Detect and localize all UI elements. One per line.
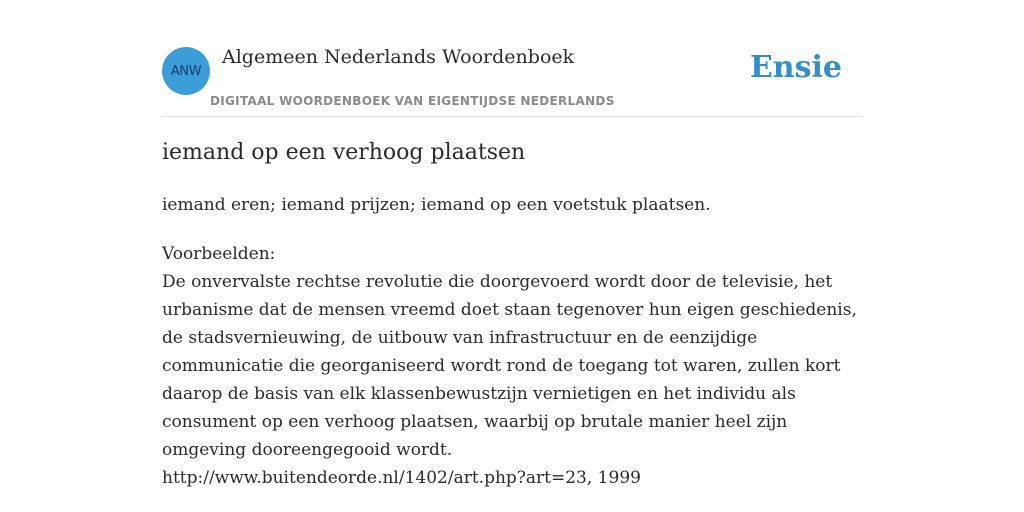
entry-definition: iemand eren; iemand prijzen; iemand op een voetstuk plaatsen.	[162, 195, 711, 215]
entry-term: iemand op een verhoog plaatsen	[162, 140, 526, 165]
examples-label: Voorbeelden:	[162, 244, 276, 264]
site-header	[162, 0, 862, 117]
ensie-brand-logo[interactable]: Ensie	[749, 50, 842, 85]
example-text: De onvervalste rechtse revolutie die doorgevoerd wordt door de televisie, het urbanisme dat de mensen vreemd doet staan tegenover hun eigen geschiedenis, de stadsvernieuwing, de uitbouw van infrastructuur en de eenzijdige communicatie die georganiseerd wordt rond de toegang tot waren, zullen kort daarop de basis van elk klassenbewustzijn vernietigen en het individu als consument op een verhoog plaatsen, waarbij op brutale manier heel zijn omgeving dooreengegooid wordt.	[162, 272, 857, 460]
examples-section	[162, 240, 862, 492]
site-subtitle: DIGITAAL WOORDENBOEK VAN EIGENTIJDSE NEDERLANDS	[210, 94, 615, 108]
logo-text: ANW	[170, 63, 202, 79]
site-title[interactable]: Algemeen Nederlands Woordenboek	[222, 46, 575, 68]
example-source: http://www.buitendeorde.nl/1402/art.php?art=23, 1999	[162, 468, 641, 488]
anw-logo[interactable]	[162, 47, 210, 95]
page-container	[162, 0, 862, 488]
